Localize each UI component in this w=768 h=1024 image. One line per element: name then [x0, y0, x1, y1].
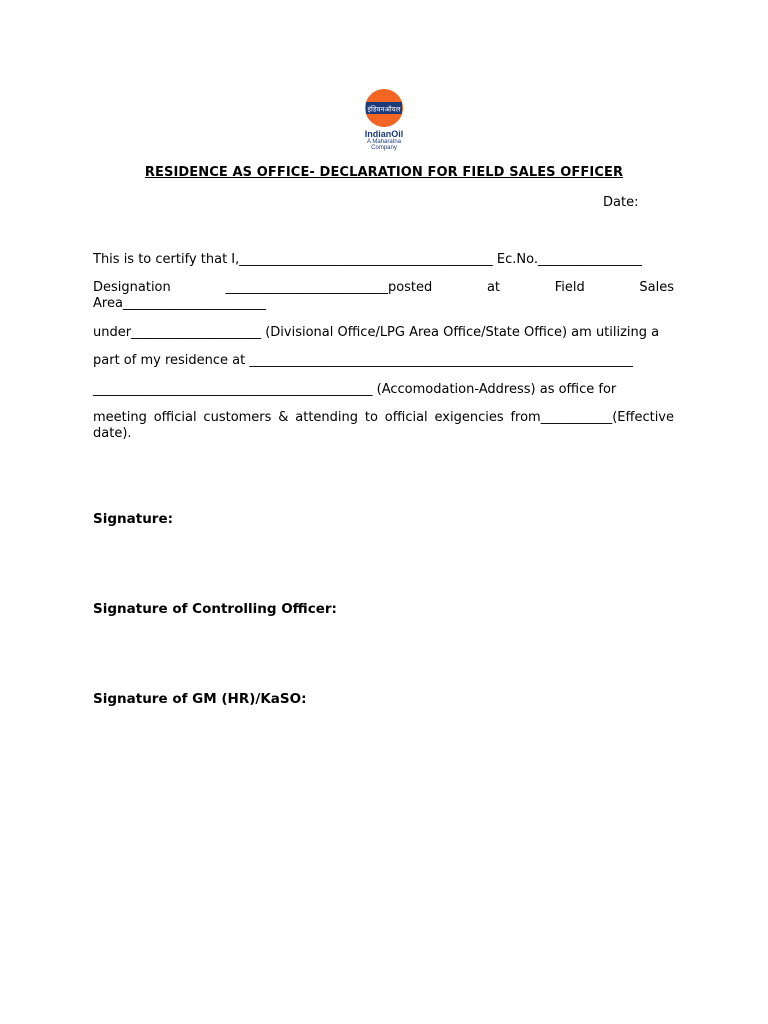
designation-area: Area______________________ — [93, 296, 266, 311]
address-line: ___________________________________________ (Accomodation-Address) as office for — [93, 382, 617, 397]
controlling-officer-signature-label: Signature of Controlling Officer: — [93, 601, 337, 617]
designation-word: Field — [554, 280, 585, 295]
residence-line: part of my residence at ___________________________________________________________ — [93, 353, 633, 368]
certify-line: This is to certify that I,_______________________________________ Ec.No.________________ — [93, 252, 642, 267]
logo-tagline-line1: A Maharatna — [366, 139, 402, 145]
indianoil-logo — [356, 88, 412, 156]
designation-word: at — [486, 280, 501, 295]
office-type-line: under____________________ (Divisional Office/LPG Area Office/State Office) am utilizing a — [93, 325, 660, 340]
designation-word: _________________________posted — [225, 280, 433, 295]
effective-date-line: meeting official customers & attending to official exigencies from___________(Effective date). — [93, 410, 674, 441]
logo-hindi-text: इंडियनऑयल — [367, 105, 401, 114]
designation-word: Designation — [93, 280, 171, 295]
signature-label: Signature: — [93, 511, 174, 527]
designation-row — [93, 280, 674, 296]
designation-line — [93, 280, 674, 312]
designation-word: Sales — [639, 280, 674, 295]
logo-brand-text: IndianOil — [364, 129, 404, 139]
date-label: Date: — [603, 195, 639, 210]
logo-tagline-line2: Company — [371, 145, 397, 151]
document-title: RESIDENCE AS OFFICE- DECLARATION FOR FIELD SALES OFFICER — [144, 165, 624, 180]
gm-hr-signature-label: Signature of GM (HR)/KaSO: — [93, 691, 307, 707]
indianoil-logo-icon — [364, 88, 404, 128]
